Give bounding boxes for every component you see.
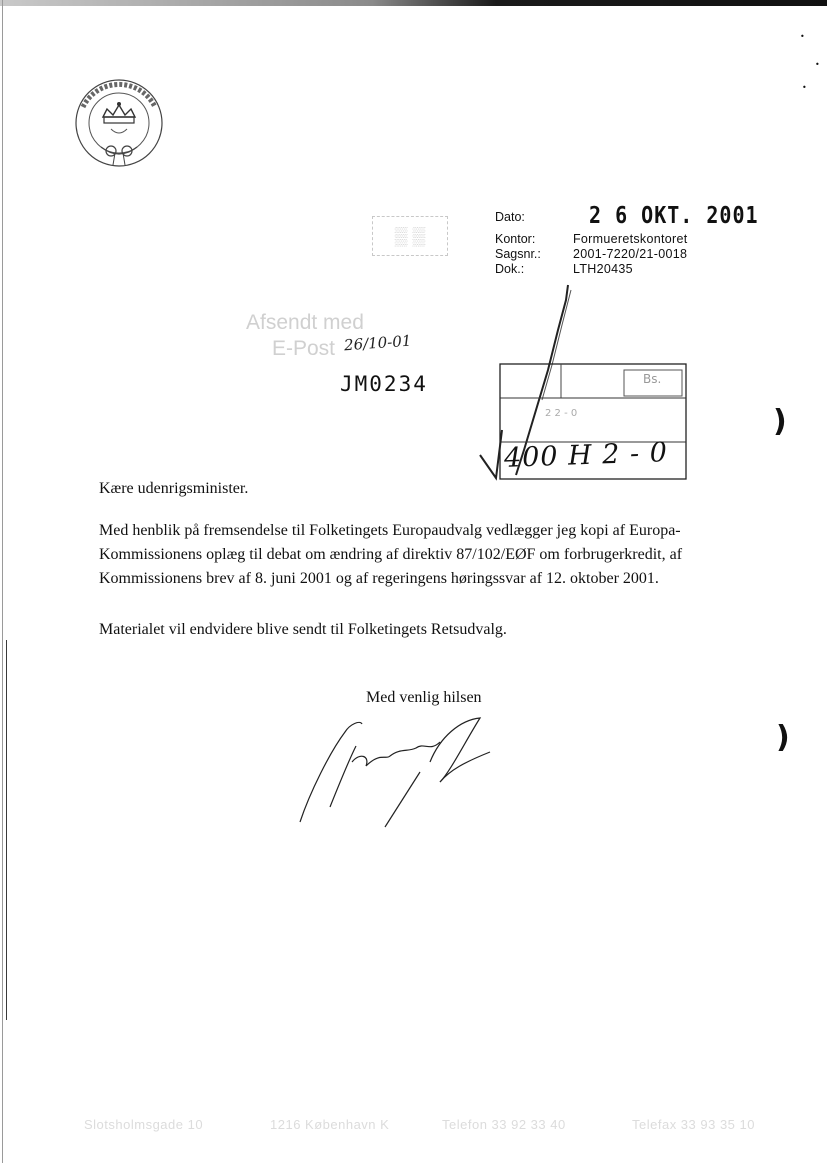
punch-mark-1: • [800,32,805,41]
routing-box-label: Bs. [643,372,662,386]
scan-left-edge [2,0,3,1163]
ministry-seal-logo [73,77,165,169]
scan-top-edge [0,0,827,6]
handwritten-signature [290,712,510,832]
case-value: 2001-7220/21-0018 [573,247,688,261]
binder-hole-1: ) [773,404,787,439]
meta-office-row [495,232,687,247]
letter-paragraph-1: Med henblik på fremsendelse til Folketingets Europaudvalg vedlægger jeg kopi af Europa-Kommissionens oplæg til debat om ændring af direktiv 87/102/EØF om forbrugerkredit, af Kommissionens brev af 8. juni 2001 og af regeringens høringssvar af 12. oktober 2001. [99,522,683,587]
scan-left-shadow [6,640,7,1020]
meta-date-row [495,210,687,225]
letter-salutation: Kære udenrigsminister. [99,480,249,497]
letter-closing: Med venlig hilsen [366,689,482,706]
punch-mark-2: • [815,60,820,69]
footer-phone: Telefon 33 92 33 40 [442,1117,566,1132]
footer-city: 1216 København K [270,1117,390,1132]
handwritten-routing-number: 400 H 2 - 0 [503,437,669,474]
footer-address: Slotsholmsgade 10 [84,1117,204,1132]
date-label: Dato: [495,210,525,224]
meta-doc-row [495,262,687,277]
faint-received-stamp: ▒ ▒ [372,216,448,256]
office-value: Formueretskontoret [573,232,688,246]
journal-number-stamp: JM0234 [340,372,428,396]
office-label: Kontor: [495,232,536,246]
binder-hole-2: ) [776,720,790,755]
document-metadata [495,210,687,277]
letter-paragraph-2: Materialet vil endvidere blive sendt til Folketingets Retsudvalg. [99,621,507,638]
footer-fax: Telefax 33 93 35 10 [632,1117,755,1132]
punch-mark-3: • [802,83,807,92]
sent-stamp-line2: E-Post [272,337,336,360]
handwritten-sent-date: 26/10-01 [343,331,412,355]
case-label: Sagsnr.: [495,247,541,261]
routing-faint-number: 2 2 - 0 [545,408,578,419]
date-stamp: 2 6 OKT. 2001 [589,201,759,229]
meta-case-row [495,247,687,262]
doc-value: LTH20435 [573,262,633,276]
doc-label: Dok.: [495,262,525,276]
sent-stamp-line1: Afsendt med [246,311,364,334]
